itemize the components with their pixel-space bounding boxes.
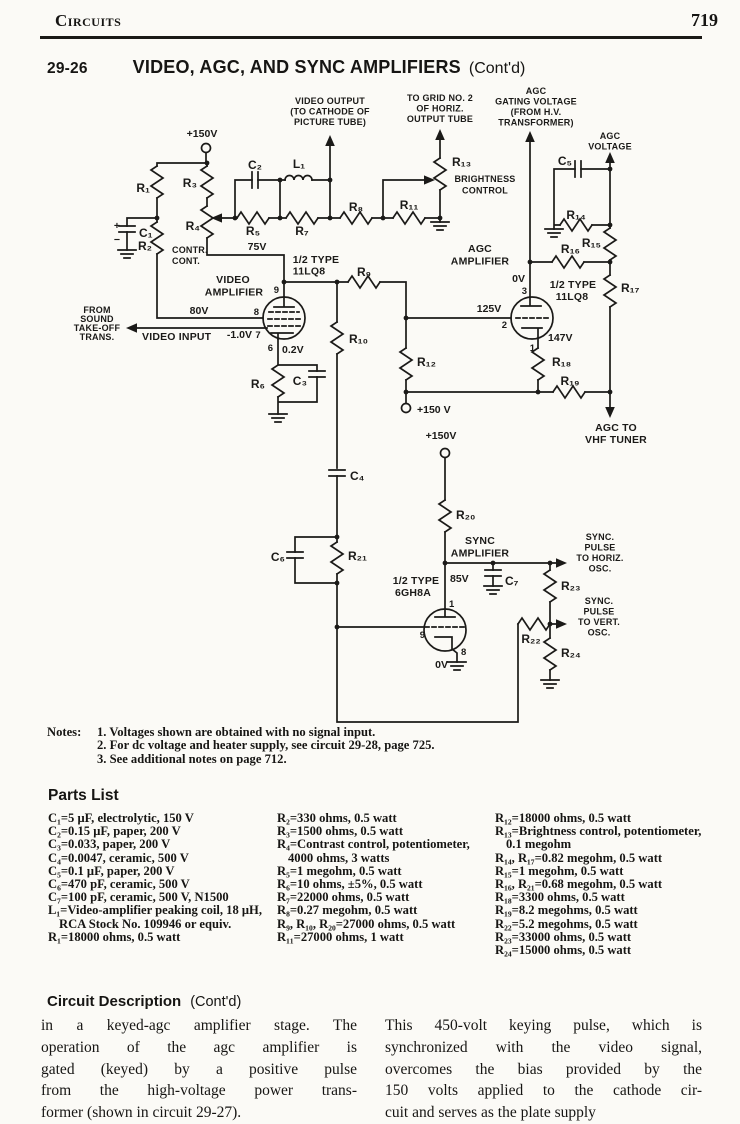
label-r15: R₁₅: [581, 236, 601, 250]
label-r6: R₆: [250, 377, 265, 391]
resistor-r20-symbol: [439, 500, 451, 532]
annotation-video-output-2: (TO CATHODE OF: [290, 106, 370, 117]
capacitor-c6-symbol: [287, 552, 303, 558]
label-r22: R₂₂: [521, 632, 541, 646]
running-header: Circuits: [55, 11, 122, 30]
label-r13: R₁₃: [452, 155, 472, 169]
label-c4: C₄: [350, 469, 365, 483]
capacitor-c4-symbol: [329, 470, 345, 476]
label-r1: R₁: [136, 181, 150, 195]
arrow-sync-vert-icon: [556, 619, 567, 629]
note-item: 1. Voltages shown are obtained with no signal input.: [97, 725, 376, 739]
tube2-type-2: 11LQ8: [555, 291, 589, 303]
annotation-from-sound-4: TRANS.: [79, 332, 115, 342]
ground-icon: [431, 222, 449, 230]
annotation-horiz-pulse-2: PULSE: [584, 542, 616, 553]
terminal-150v-top: [202, 144, 211, 153]
capacitor-c5-symbol: [575, 161, 581, 177]
notes-list: [97, 726, 647, 766]
description-line: former (shown in circuit 29-27).: [41, 1104, 242, 1122]
polarity-minus: −: [113, 234, 121, 246]
annotation-agc-vhf-1: AGC TO: [595, 422, 637, 434]
resistor-r7-symbol: [286, 212, 318, 224]
voltage-125v: 125V: [476, 303, 502, 315]
annotation-agc-amp-2: AMPLIFIER: [450, 255, 510, 268]
annotation-sync-amp-2: AMPLIFIER: [450, 547, 510, 560]
voltage-147v: 147V: [548, 332, 573, 344]
resistor-r6-symbol: [272, 365, 284, 397]
description-title-main: Circuit Description: [47, 993, 182, 1010]
parts-list-item: R₈=0.27 megohm, 0.5 watt: [277, 903, 418, 918]
parts-list-item: R₅=1 megohm, 0.5 watt: [277, 863, 402, 878]
annotation-vert-pulse-3: TO VERT.: [578, 617, 620, 627]
ground-icon: [118, 250, 136, 258]
description-line: cuit and serves as the plate supply: [385, 1104, 596, 1122]
annotation-grid2-2: OF HORIZ.: [416, 103, 464, 114]
label-r23: R₂₃: [561, 579, 581, 593]
section-number: 29-26: [47, 60, 88, 77]
parts-column-2: [277, 812, 481, 957]
label-c7: C₇: [505, 574, 519, 588]
capacitor-c7-symbol: [485, 570, 501, 576]
annotation-agc-vhf-2: VHF TUNER: [585, 434, 647, 446]
annotation-gating-2: GATING VOLTAGE: [495, 96, 577, 107]
parts-column-3: [495, 812, 704, 957]
annotation-from-sound-3: TAKE-OFF: [73, 323, 121, 333]
terminal-150v-mid: [402, 404, 411, 413]
arrow-grid2-icon: [435, 129, 445, 140]
annotation-video-amp-2: AMPLIFIER: [204, 286, 264, 299]
notes-section: [47, 726, 647, 766]
page-number: 719: [691, 10, 718, 30]
description-line: operation of the agc amplifier is: [41, 1038, 357, 1056]
annotation-video-input: VIDEO INPUT: [142, 331, 212, 343]
resistor-r13-symbol: [434, 158, 446, 190]
arrow-video-input-icon: [126, 323, 137, 333]
annotation-from-sound-1: FROM: [83, 305, 111, 315]
label-r7: R₇: [295, 224, 309, 238]
notes-label: Notes:: [47, 725, 82, 739]
label-r2: R₂: [138, 239, 152, 253]
parts-list-item: R₁₆, R₂₁=0.68 megohm, 0.5 watt: [495, 877, 663, 892]
resistor-r1-symbol: [151, 166, 163, 198]
terminal-150v-sync: [441, 449, 450, 458]
label-r8: R₈: [348, 200, 364, 214]
label-c3: C₃: [292, 374, 307, 388]
resistor-r3-symbol: [201, 166, 213, 198]
capacitor-c2-symbol: [252, 172, 258, 188]
arrow-r4-wiper-icon: [211, 213, 222, 222]
annotation-sync-amp-1: SYNC: [465, 535, 495, 547]
description-title-contd: (Cont'd): [190, 994, 242, 1010]
label-c6: C₆: [270, 550, 285, 564]
annotation-agc-voltage-2: VOLTAGE: [588, 141, 632, 152]
annotation-vert-pulse-2: PULSE: [583, 606, 615, 617]
annotation-video-output-1: VIDEO OUTPUT: [295, 96, 365, 106]
parts-list-item: R₂₄=15000 ohms, 0.5 watt: [495, 943, 632, 958]
supply-label: +150V: [186, 128, 218, 140]
ground-symbols: [118, 222, 563, 688]
parts-list-item: R₁₂=18000 ohms, 0.5 watt: [495, 811, 632, 825]
pin-2-agc: 2: [501, 320, 507, 331]
parts-list: [48, 812, 704, 957]
voltage-0-2v: 0.2V: [282, 344, 304, 356]
ground-icon: [484, 586, 502, 594]
arrow-r13-wiper-icon: [424, 175, 435, 184]
arrow-agc-voltage-icon: [605, 152, 615, 163]
annotation-vert-pulse-1: SYNC.: [584, 596, 614, 606]
parts-list-item: R₁₈=3300 ohms, 0.5 watt: [495, 890, 625, 905]
voltage-0v-agc: 0V: [512, 273, 525, 285]
parts-list-item: R₂=330 ohms, 0.5 watt: [277, 811, 397, 825]
parts-list-item: R₂₂=5.2 megohms, 0.5 watt: [495, 916, 638, 931]
label-r11: R₁₁: [399, 198, 419, 212]
annotation-gating-1: AGC: [525, 86, 547, 96]
annotation-agc-amp-1: AGC: [468, 243, 492, 255]
description-line: 150 volts applied to the cathode cir-: [385, 1082, 702, 1100]
description-title: [47, 993, 241, 1011]
parts-list-item: R₉, R₁₀, R₂₀=27000 ohms, 0.5 watt: [277, 916, 456, 931]
label-r18: R₁₈: [552, 355, 572, 369]
parts-list-item: C₇=100 pF, ceramic, 500 V, N1500: [48, 890, 229, 905]
annotation-horiz-pulse-3: TO HORIZ.: [576, 553, 624, 563]
pin-9-sync: 9: [419, 630, 425, 641]
label-r3: R₃: [182, 176, 197, 190]
annotation-horiz-pulse-1: SYNC.: [585, 532, 615, 542]
description-line: This 450-volt keying pulse, which is: [385, 1017, 702, 1034]
resistor-r17-symbol: [604, 275, 616, 307]
annotation-vert-pulse-4: OSC.: [587, 627, 611, 638]
supply-label-mid: +150 V: [417, 404, 451, 416]
label-r16: R₁₆: [560, 242, 580, 256]
pin-1-sync: 1: [449, 599, 455, 610]
description-line: synchronized with the video signal,: [385, 1038, 702, 1056]
resistor-r5-symbol: [237, 212, 269, 224]
parts-list-item: R₁₃=Brightness control, potentiometer, 0.1 megohm: [495, 824, 702, 852]
resistor-r15-symbol: [604, 228, 616, 260]
annotation-grid2-3: OUTPUT TUBE: [406, 114, 474, 124]
annotation-video-output-3: PICTURE TUBE): [293, 117, 367, 127]
label-r20: R₂₀: [456, 508, 476, 522]
resistor-r24-symbol: [544, 638, 556, 670]
resistor-r16-symbol: [552, 256, 584, 268]
pin-3-agc: 3: [521, 286, 527, 297]
resistor-r23-symbol: [544, 570, 556, 602]
annotation-gating-4: TRANSFORMER): [498, 117, 574, 128]
schematic-labels: [74, 86, 647, 671]
label-c2: C₂: [248, 158, 262, 172]
resistor-r10-symbol: [331, 322, 343, 354]
pin-9-video: 9: [273, 285, 279, 296]
parts-list-item: R₁₉=8.2 megohms, 0.5 watt: [495, 903, 638, 918]
capacitor-c1-symbol: [119, 226, 135, 232]
pin-7-video: 7: [255, 330, 261, 341]
pin-6-video: 6: [267, 343, 273, 354]
ground-icon: [269, 414, 287, 422]
arrowheads: [126, 129, 615, 629]
supply-terminals: [202, 144, 450, 458]
arrow-video-output-icon: [325, 135, 335, 146]
parts-list-item: R₃=1500 ohms, 0.5 watt: [277, 824, 404, 839]
voltage-75v: 75V: [247, 241, 267, 253]
label-c5: C₅: [557, 154, 572, 168]
label-r19: R₁₉: [560, 374, 580, 388]
resistor-r22-symbol: [518, 618, 550, 630]
description-line: gated (keyed) by a positive pulse: [41, 1060, 357, 1078]
resistor-r21-symbol: [331, 542, 343, 574]
arrow-agc-gating-icon: [525, 131, 535, 142]
voltage-85v: 85V: [450, 573, 469, 585]
parts-list-item: C₁=5 μF, electrolytic, 150 V: [48, 811, 194, 825]
voltage-0v-sync: 0V: [435, 659, 448, 671]
parts-column-1: [48, 812, 266, 957]
section-contd: (Cont'd): [468, 60, 526, 77]
description-body: [41, 1015, 702, 1124]
resistor-r4-symbol: [201, 206, 213, 238]
tube2-type-1: 1/2 TYPE: [549, 279, 597, 291]
voltage-minus1v: -1.0V: [226, 329, 252, 341]
label-l1: L₁: [292, 157, 306, 171]
label-r9: R₉: [356, 265, 372, 279]
annotation-agc-voltage-1: AGC: [599, 131, 621, 141]
description-line: overcomes the bias provided by the: [385, 1060, 702, 1078]
parts-list-item: R₆=10 ohms, ±5%, 0.5 watt: [277, 877, 423, 892]
label-r5: R₅: [245, 224, 261, 238]
note-item: 3. See additional notes on page 712.: [97, 751, 287, 766]
tube3-type-2: 6GH8A: [394, 587, 432, 599]
parts-list-item: L₁=Video-amplifier peaking coil, 18 μH, RCA Stock No. 109946 or equiv.: [48, 903, 262, 931]
tube1-type-1: 1/2 TYPE: [292, 254, 340, 266]
tube3-type-1: 1/2 TYPE: [392, 575, 440, 587]
parts-list-item: C₆=470 pF, ceramic, 500 V: [48, 877, 190, 892]
label-r17: R₁₇: [621, 281, 640, 295]
polarity-plus: +: [113, 220, 121, 232]
resistor-r12-symbol: [400, 348, 412, 380]
agc-amplifier-tube: [511, 297, 553, 348]
parts-list-item: R₁₄, R₁₇=0.82 megohm, 0.5 watt: [495, 850, 663, 865]
ground-icon: [541, 680, 559, 688]
parts-list-item: C₂=0.15 μF, paper, 200 V: [48, 824, 181, 839]
resistor-r2-symbol: [151, 222, 163, 254]
parts-list-item: R₄=Contrast control, potentiometer, 4000 ohms, 3 watts: [277, 837, 470, 865]
annotation-contrast-2: CONT.: [172, 256, 200, 266]
annotation-from-sound-2: SOUND: [80, 314, 114, 324]
arrow-agc-vhf-icon: [605, 407, 615, 418]
annotation-grid2-1: TO GRID NO. 2: [407, 93, 473, 103]
voltage-80v: 80V: [189, 305, 209, 317]
coil-l1-symbol: [285, 176, 312, 181]
tube1-type-2: 11LQ8: [292, 265, 326, 278]
description-column-1: [41, 1015, 357, 1124]
supply-label-sync: +150V: [425, 430, 457, 442]
parts-list-item: R₁=18000 ohms, 0.5 watt: [48, 929, 181, 944]
annotation-brightness-1: BRIGHTNESS: [454, 174, 516, 184]
parts-list-item: C₃=0.033, paper, 200 V: [48, 837, 171, 852]
ground-icon: [545, 229, 563, 237]
parts-list-title: Parts List: [48, 787, 119, 804]
annotation-brightness-2: CONTROL: [462, 185, 508, 196]
label-r21: R₂₁: [348, 549, 367, 563]
pin-1-agc: 1: [529, 343, 535, 354]
label-r10: R₁₀: [349, 332, 369, 346]
description-column-2: [385, 1015, 702, 1124]
capacitor-c3-symbol: [309, 371, 325, 377]
annotation-gating-3: (FROM H.V.: [510, 107, 562, 117]
parts-list-item: R₂₃=33000 ohms, 0.5 watt: [495, 929, 632, 944]
parts-list-item: C₅=0.1 μF, paper, 200 V: [48, 863, 175, 878]
parts-list-item: R₁₅=1 megohm, 0.5 watt: [495, 863, 624, 878]
arrow-sync-horiz-icon: [556, 558, 567, 568]
video-amplifier-tube: [263, 297, 305, 339]
pin-8-sync: 8: [461, 647, 467, 658]
label-r4: R₄: [185, 219, 200, 233]
annotation-video-amp-1: VIDEO: [216, 274, 250, 286]
note-item: 2. For dc voltage and heater supply, see circuit 29-28, page 725.: [97, 738, 435, 753]
resistors: [151, 158, 616, 670]
label-r14: R₁₄: [566, 208, 586, 222]
ground-icon: [448, 662, 466, 670]
parts-list-item: R₁₁=27000 ohms, 1 watt: [277, 929, 404, 944]
annotation-contrast-1: CONTR.: [172, 245, 208, 255]
label-r12: R₁₂: [417, 355, 436, 369]
label-c1: C₁: [139, 226, 153, 240]
annotation-horiz-pulse-4: OSC.: [588, 563, 612, 574]
label-r24: R₂₄: [561, 646, 581, 660]
parts-list-item: C₄=0.0047, ceramic, 500 V: [48, 850, 189, 865]
description-line: in a keyed-agc amplifier stage. The: [41, 1017, 357, 1034]
section-title: VIDEO, AGC, AND SYNC AMPLIFIERS: [132, 57, 461, 77]
parts-list-item: R₇=22000 ohms, 0.5 watt: [277, 890, 410, 905]
description-line: from the high-voltage power trans-: [41, 1082, 357, 1100]
pin-8-video: 8: [253, 307, 259, 318]
resistor-r11-symbol: [393, 212, 425, 224]
